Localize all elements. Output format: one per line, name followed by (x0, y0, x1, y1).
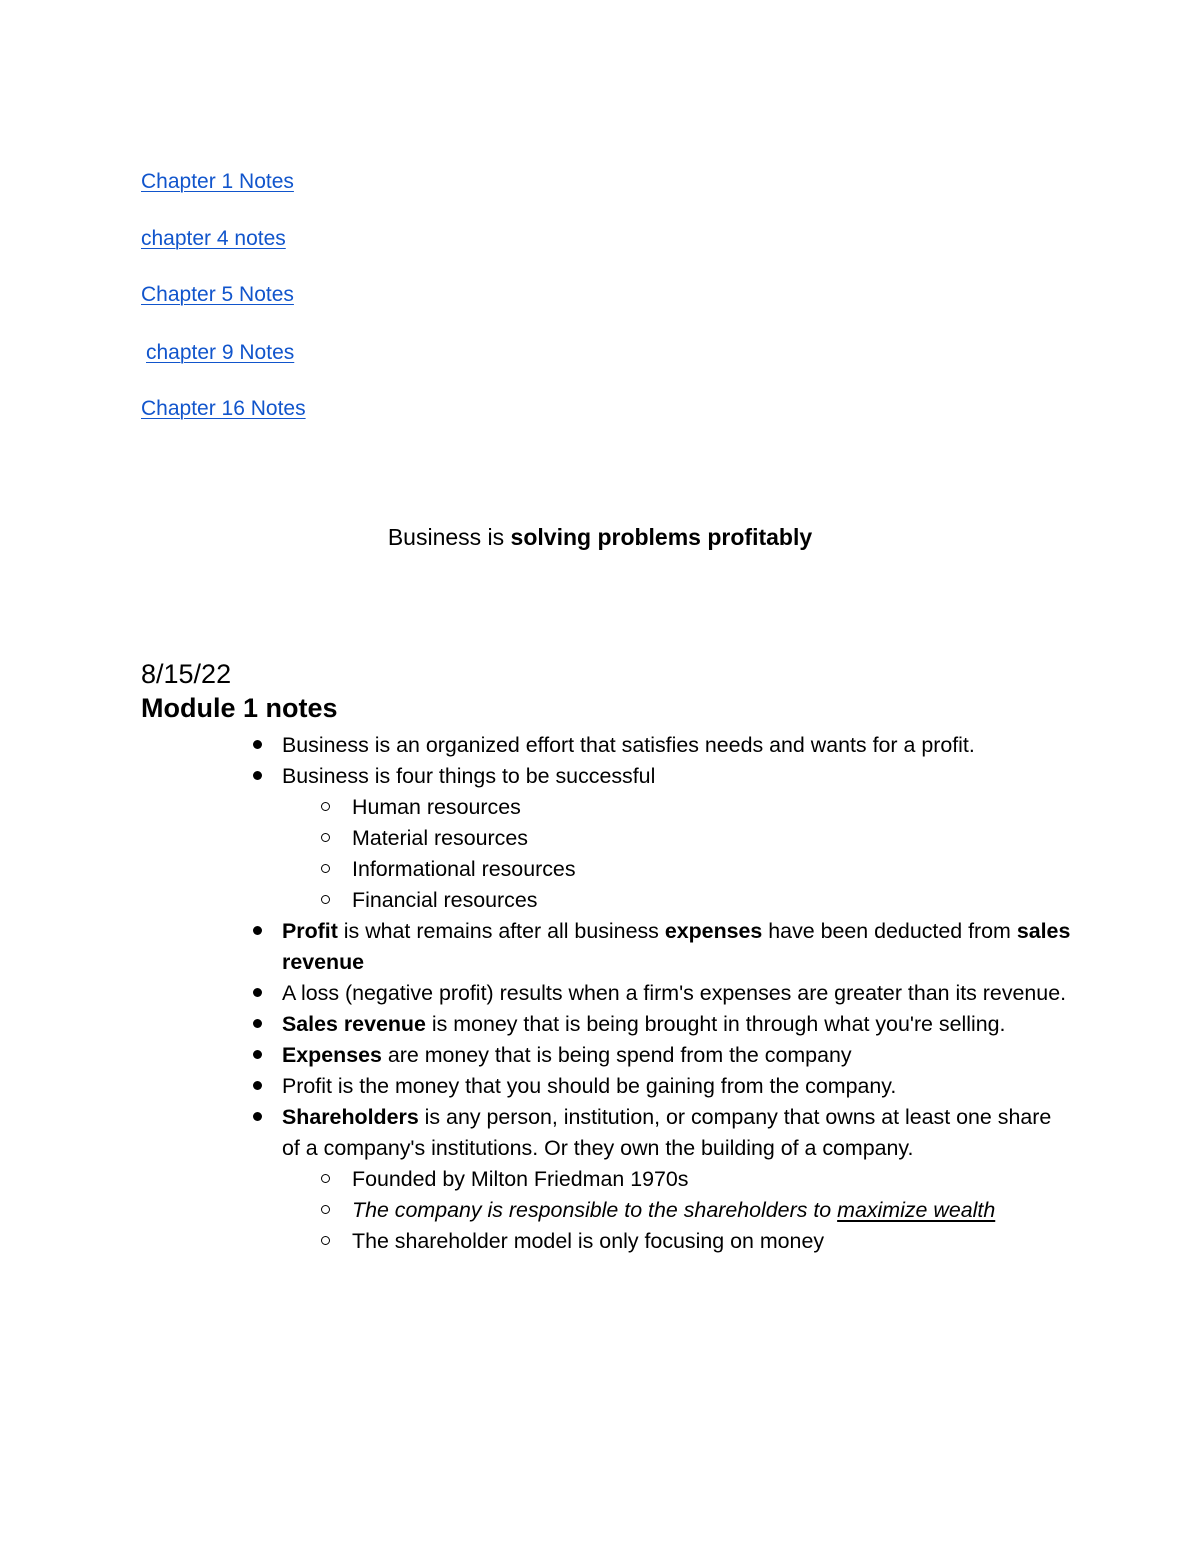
list-item-text: A loss (negative profit) results when a firm's expenses are greater than its revenue. (282, 981, 1067, 1005)
tagline (0, 524, 1200, 551)
term-expenses: Expenses (282, 1043, 382, 1067)
sub-list-item (141, 885, 1071, 916)
term-sales-revenue: sales revenue (282, 919, 1071, 974)
bullet-dot (247, 978, 267, 1009)
list-item (141, 916, 1071, 978)
list-item-text: Material resources (352, 826, 528, 850)
list-item (141, 1071, 1071, 1102)
list-item-text: is money that is being brought in through what you're selling. (425, 1012, 1006, 1036)
link-chapter-16-notes[interactable]: Chapter 16 Notes (141, 397, 306, 420)
term-sales-revenue: Sales revenue (282, 1012, 426, 1036)
bullet-dot (247, 916, 267, 947)
bullet-circle (315, 1195, 335, 1226)
list-item-text: is any person, institution, or company that owns at least one share of a company's institutions. Or they own the building of a company. (282, 1105, 1052, 1160)
bullet-circle (315, 885, 335, 916)
date-heading: 8/15/22 (141, 659, 232, 689)
link-chapter-4-notes[interactable]: chapter 4 notes (141, 227, 286, 250)
emphasis-maximize-wealth: maximize wealth (837, 1198, 996, 1222)
sub-list-item (141, 1164, 1071, 1195)
list-item-text: The company is responsible to the shareholders to (352, 1198, 838, 1222)
bullet-circle (315, 823, 335, 854)
bullet-dot (247, 761, 267, 792)
notes-list (141, 730, 1071, 1257)
list-item-text: Informational resources (352, 857, 576, 881)
bullet-dot (247, 1071, 267, 1102)
list-item-text: Financial resources (352, 888, 538, 912)
term-expenses: expenses (664, 919, 763, 943)
link-chapter-1-notes[interactable]: Chapter 1 Notes (141, 170, 294, 193)
tagline-bold: solving problems profitably (510, 524, 813, 550)
bullet-dot (247, 1102, 267, 1133)
list-item-text: are money that is being spend from the company (381, 1043, 852, 1067)
tagline-normal: Business is (387, 524, 511, 550)
list-item-text: Founded by Milton Friedman 1970s (352, 1167, 689, 1191)
sub-list-item (141, 1195, 1071, 1226)
bullet-dot (247, 730, 267, 761)
sub-list-item (141, 823, 1071, 854)
list-item-text: Business is an organized effort that satisfies needs and wants for a profit. (282, 733, 975, 757)
list-item (141, 978, 1071, 1009)
bullet-dot (247, 1040, 267, 1071)
list-item-text: Human resources (352, 795, 521, 819)
list-item-text: is what remains after all business (337, 919, 665, 943)
link-chapter-9-notes[interactable]: chapter 9 Notes (146, 341, 295, 364)
term-profit: Profit (282, 919, 338, 943)
bullet-circle (315, 854, 335, 885)
list-item (141, 1040, 1071, 1071)
link-chapter-5-notes[interactable]: Chapter 5 Notes (141, 283, 294, 306)
bullet-dot (247, 1009, 267, 1040)
bullet-circle (315, 792, 335, 823)
list-item (141, 1009, 1071, 1040)
module-title: Module 1 notes (141, 693, 338, 723)
bullet-circle (315, 1226, 335, 1257)
list-item (141, 1102, 1071, 1164)
term-shareholders: Shareholders (282, 1105, 419, 1129)
sub-list-item (141, 854, 1071, 885)
list-item-text: Profit is the money that you should be gaining from the company. (282, 1074, 897, 1098)
list-item (141, 761, 1071, 792)
sub-list-item (141, 1226, 1071, 1257)
sub-list-item (141, 792, 1071, 823)
list-item-text: The shareholder model is only focusing on money (352, 1229, 825, 1253)
list-item (141, 730, 1071, 761)
list-item-text: have been deducted from (762, 919, 1017, 943)
bullet-circle (315, 1164, 335, 1195)
list-item-text: Business is four things to be successful (282, 764, 656, 788)
